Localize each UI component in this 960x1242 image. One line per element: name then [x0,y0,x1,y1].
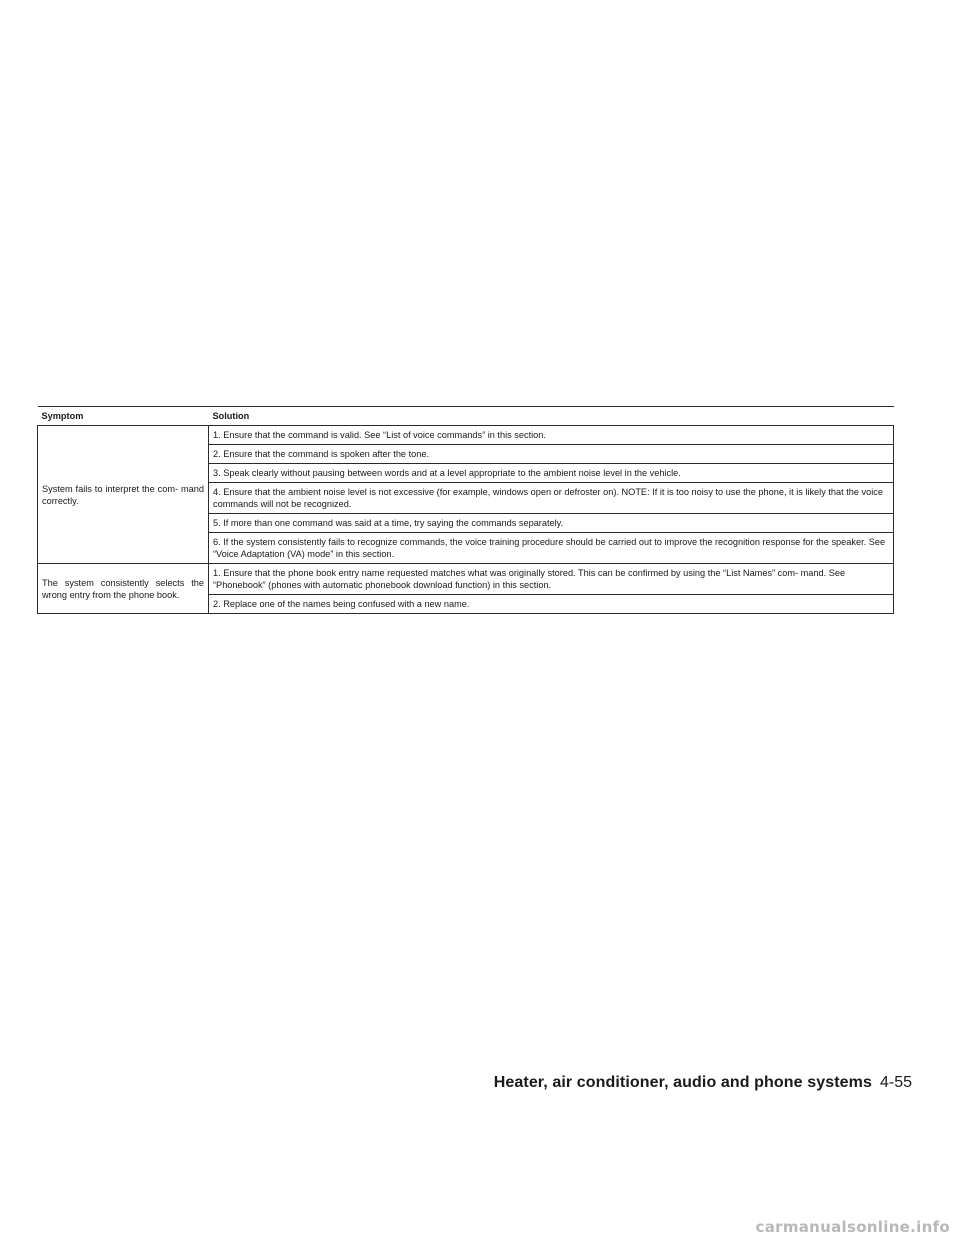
symptom-cell: System fails to interpret the com- mand correctly. [38,426,209,564]
solution-cell: 2. Ensure that the command is spoken after the tone. [209,445,894,464]
table-header-row [38,407,894,426]
solution-cell: 5. If more than one command was said at a time, try saying the commands separately. [209,514,894,533]
solution-cell: 1. Ensure that the phone book entry name requested matches what was originally stored. This can be confirmed by using the “List Names” com- mand. See “Phonebook” (phones with automatic phonebook download function) in this section. [209,564,894,595]
table-row [38,564,894,595]
watermark-text: carmanualsonline.info [755,1218,950,1236]
solution-cell: 3. Speak clearly without pausing between words and at a level appropriate to the ambient noise level in the vehicle. [209,464,894,483]
solution-cell: 4. Ensure that the ambient noise level is not excessive (for example, windows open or defroster on). NOTE: If it is too noisy to use the phone, it is likely that the voice commands will not be recognized. [209,483,894,514]
table-row [38,426,894,445]
symptom-cell: The system consistently selects the wrong entry from the phone book. [38,564,209,614]
page-number: 4-55 [879,1074,912,1091]
page-footer [494,1074,912,1092]
solution-cell: 1. Ensure that the command is valid. See “List of voice commands” in this section. [209,426,894,445]
troubleshooting-table [37,406,894,614]
solution-cell: 6. If the system consistently fails to recognize commands, the voice training procedure should be carried out to improve the recognition response for the speaker. See “Voice Adaptation (VA) mode” in this section. [209,533,894,564]
solution-column-header: Solution [209,407,894,426]
section-title: Heater, air conditioner, audio and phone systems [493,1074,872,1091]
solution-cell: 2. Replace one of the names being confused with a new name. [209,595,894,614]
symptom-column-header: Symptom [38,407,209,426]
